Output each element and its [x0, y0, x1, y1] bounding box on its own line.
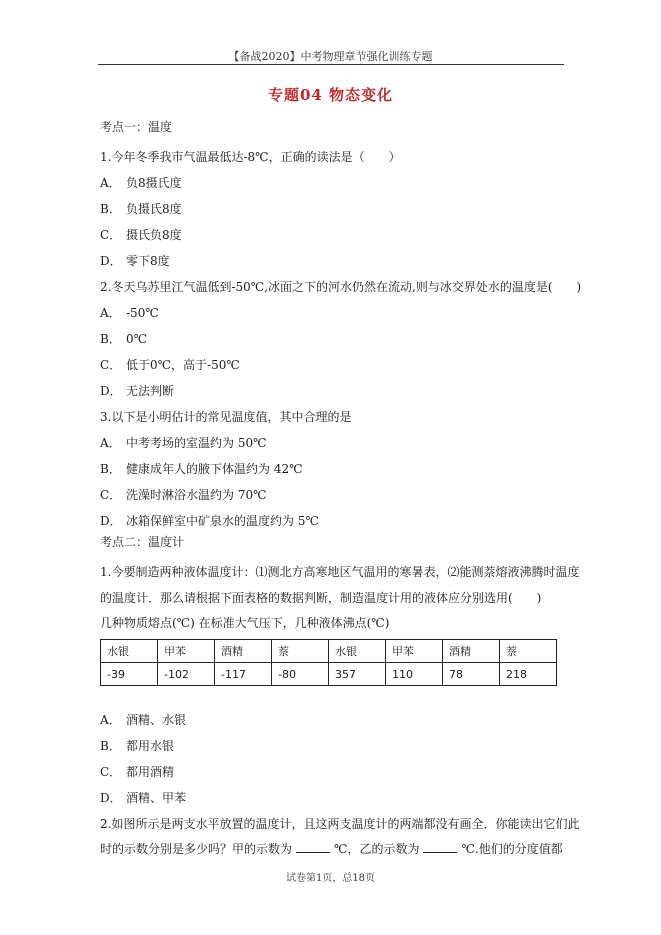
table-header-cell: 水银 — [329, 640, 386, 663]
question-1-option-c — [100, 226, 182, 243]
question-2-stem: 2.冬天乌苏里江气温低到-50℃,冰面之下的河水仍然在流动,则与冰交界处水的温度是( ) — [100, 280, 582, 294]
table-value-cell: 78 — [443, 663, 500, 686]
option-letter: C． — [100, 228, 122, 242]
question-4-option-a — [100, 711, 186, 728]
option-text: 洗澡时淋浴水温约为 70℃ — [126, 488, 267, 502]
table-header-cell: 萘 — [500, 640, 557, 663]
table-value-cell: -80 — [272, 663, 329, 686]
option-text: 都用水银 — [126, 739, 175, 753]
option-letter: C． — [100, 358, 122, 372]
option-letter: C． — [100, 488, 122, 502]
option-letter: D． — [100, 254, 122, 268]
table-value-cell: -39 — [101, 663, 158, 686]
table-row — [101, 640, 557, 663]
option-letter: D． — [100, 791, 122, 805]
option-text: 负摄氏8度 — [126, 202, 182, 216]
option-letter: B． — [100, 332, 121, 346]
question-5-stem-line-1: 2.如图所示是两支水平放置的温度计，且这两支温度计的两端都没有画全．你能读出它们此 — [100, 817, 580, 831]
question-4-option-d — [100, 789, 186, 806]
question-4-option-b — [100, 737, 174, 754]
option-text: 零下8度 — [126, 254, 170, 268]
question-2-option-b — [100, 330, 147, 347]
table-header-cell: 甲苯 — [158, 640, 215, 663]
option-text: 摄氏负8度 — [126, 228, 182, 242]
question-1-option-a — [100, 174, 182, 191]
question-5-text-b: ℃，乙的示数为 — [334, 842, 420, 856]
header-divider — [98, 64, 564, 65]
melting-boiling-table — [100, 639, 557, 686]
option-text: 酒精、甲苯 — [126, 791, 187, 805]
option-letter: A． — [100, 436, 121, 450]
question-5-text-a: 时的示数分别是多少吗？甲的示数为 — [100, 842, 293, 856]
option-text: 健康成年人的腋下体温约为 42℃ — [126, 462, 303, 476]
option-text: 都用酒精 — [126, 765, 175, 779]
option-letter: C． — [100, 765, 122, 779]
table-row — [101, 663, 557, 686]
option-letter: A． — [100, 713, 121, 727]
page-header: 【备战2020】中考物理章节强化训练专题 — [228, 50, 433, 63]
question-5-text-c: ℃.他们的分度值都 — [461, 842, 563, 856]
option-text: 负8摄氏度 — [126, 176, 182, 190]
question-1-option-b — [100, 200, 182, 217]
question-2-option-d — [100, 382, 174, 399]
question-3-option-d — [100, 512, 319, 529]
table-header-cell: 甲苯 — [386, 640, 443, 663]
option-letter: D． — [100, 384, 122, 398]
question-3-option-a — [100, 434, 267, 451]
page-title: 专题04 物态变化 — [267, 86, 394, 104]
question-5-stem-line-2 — [100, 840, 563, 857]
question-4-stem-line-2: 的温度计．那么请根据下面表格的数据判断，制造温度计用的液体应分别选用( ) — [100, 591, 542, 605]
question-3-stem: 3.以下是小明估计的常见温度值，其中合理的是 — [100, 410, 352, 424]
option-text: 酒精、水银 — [126, 713, 187, 727]
option-letter: A． — [100, 176, 121, 190]
option-letter: B． — [100, 462, 121, 476]
question-3-option-c — [100, 486, 267, 503]
section-heading-1: 考点一：温度 — [100, 120, 173, 134]
section-heading-2: 考点二：温度计 — [100, 535, 185, 549]
option-letter: A． — [100, 306, 121, 320]
table-value-cell: -102 — [158, 663, 215, 686]
table-value-cell: 357 — [329, 663, 386, 686]
page-footer: 试卷第1页，总18页 — [285, 873, 376, 884]
table-value-cell: 110 — [386, 663, 443, 686]
table-caption: 几种物质熔点(℃) 在标准大气压下，几种液体沸点(℃) — [100, 616, 390, 630]
question-1-stem: 1.今年冬季我市气温最低达-8℃，正确的读法是（ ） — [100, 150, 401, 164]
option-letter: D． — [100, 514, 122, 528]
table-header-cell: 萘 — [272, 640, 329, 663]
question-2-option-a — [100, 304, 159, 321]
table-value-cell: -117 — [215, 663, 272, 686]
question-4-option-c — [100, 763, 174, 780]
table-header-cell: 酒精 — [215, 640, 272, 663]
table-value-cell: 218 — [500, 663, 557, 686]
answer-blank-2[interactable] — [423, 842, 457, 853]
option-text: 低于0℃，高于-50℃ — [126, 358, 240, 372]
table-header-cell: 酒精 — [443, 640, 500, 663]
question-3-option-b — [100, 460, 303, 477]
question-2-option-c — [100, 356, 240, 373]
option-letter: B． — [100, 202, 121, 216]
option-letter: B． — [100, 739, 121, 753]
answer-blank-1[interactable] — [296, 842, 330, 853]
option-text: 0℃ — [126, 332, 148, 346]
option-text: 冰箱保鲜室中矿泉水的温度约为 5℃ — [126, 514, 319, 528]
option-text: -50℃ — [126, 306, 159, 320]
question-4-stem-line-1: 1.今要制造两种液体温度计：⑴测北方高寒地区气温用的寒暑表，⑵能测萘熔液沸腾时温度 — [100, 565, 580, 579]
option-text: 无法判断 — [126, 384, 175, 398]
option-text: 中考考场的室温约为 50℃ — [126, 436, 267, 450]
table-header-cell: 水银 — [101, 640, 158, 663]
question-1-option-d — [100, 252, 170, 269]
